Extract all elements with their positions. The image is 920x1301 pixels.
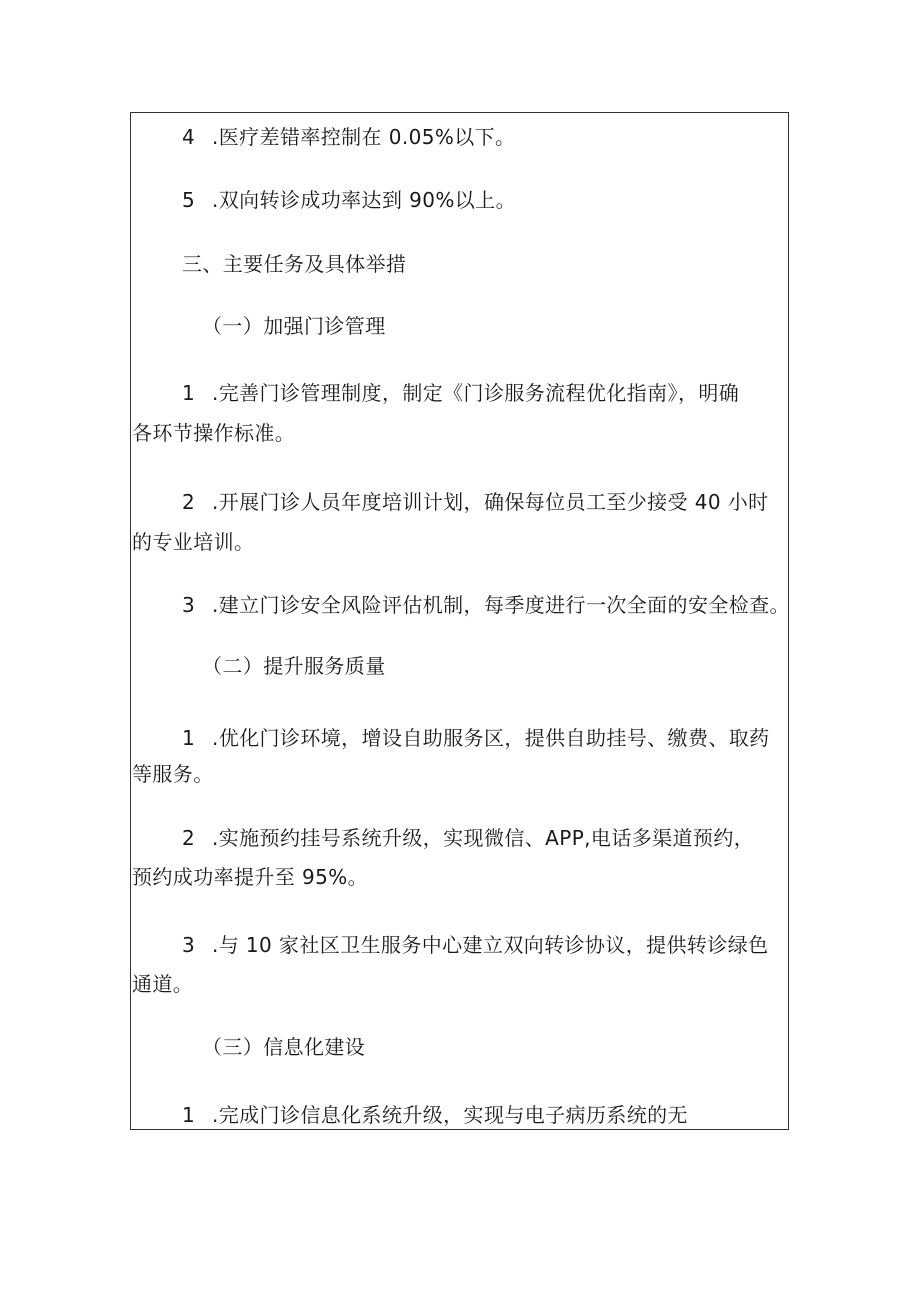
task-item-1-2-continued: 的专业培训。 — [132, 530, 255, 554]
task-item-2-1-continued: 等服务。 — [132, 762, 214, 786]
task-item-2-3 — [130, 933, 841, 957]
item-number: 3 — [182, 933, 196, 957]
task-item-2-1 — [130, 726, 841, 750]
task-item-2-3-continued: 通道。 — [132, 972, 194, 996]
item-number: 1 — [182, 1103, 196, 1127]
item-number: 2 — [182, 490, 196, 514]
task-item-2-2-continued: 预约成功率提升至 95%。 — [132, 865, 369, 889]
task-item-1-2 — [130, 490, 841, 514]
item-text: .开展门诊人员年度培训计划，确保每位员工至少接受 40 小时 — [212, 490, 769, 514]
item-text: .优化门诊环境，增设自助服务区，提供自助挂号、缴费、取药 — [212, 726, 770, 750]
task-item-1-1 — [130, 381, 841, 405]
item-text: .完善门诊管理制度，制定《门诊服务流程优化指南》，明确 — [212, 381, 740, 405]
item-text: .建立门诊安全风险评估机制，每季度进行一次全面的安全检查。 — [212, 593, 790, 617]
subsection-heading-2: （二）提升服务质量 — [202, 654, 386, 678]
task-item-1-3 — [130, 593, 841, 617]
section-heading-3: 三、主要任务及具体举措 — [182, 252, 407, 276]
task-item-3-1 — [130, 1103, 841, 1127]
item-number: 2 — [182, 826, 196, 850]
subsection-heading-3: （三）信息化建设 — [202, 1035, 366, 1059]
task-item-2-2 — [130, 826, 841, 850]
item-number: 1 — [182, 381, 196, 405]
item-text: .与 10 家社区卫生服务中心建立双向转诊协议，提供转诊绿色 — [212, 933, 769, 957]
task-item-1-1-continued: 各环节操作标准。 — [132, 421, 296, 445]
item-number: 1 — [182, 726, 196, 750]
item-text: .医疗差错率控制在 0.05%以下。 — [212, 125, 516, 149]
item-number: 3 — [182, 593, 196, 617]
item-number: 4 — [182, 125, 196, 149]
item-number: 5 — [182, 188, 196, 212]
goal-item-4 — [130, 125, 841, 149]
subsection-heading-1: （一）加强门诊管理 — [202, 314, 386, 338]
item-text: .实施预约挂号系统升级，实现微信、APP,电话多渠道预约， — [212, 826, 755, 850]
item-text: .双向转诊成功率达到 90%以上。 — [212, 188, 516, 212]
goal-item-5 — [130, 188, 841, 212]
item-text: .完成门诊信息化系统升级，实现与电子病历系统的无 — [212, 1103, 688, 1127]
